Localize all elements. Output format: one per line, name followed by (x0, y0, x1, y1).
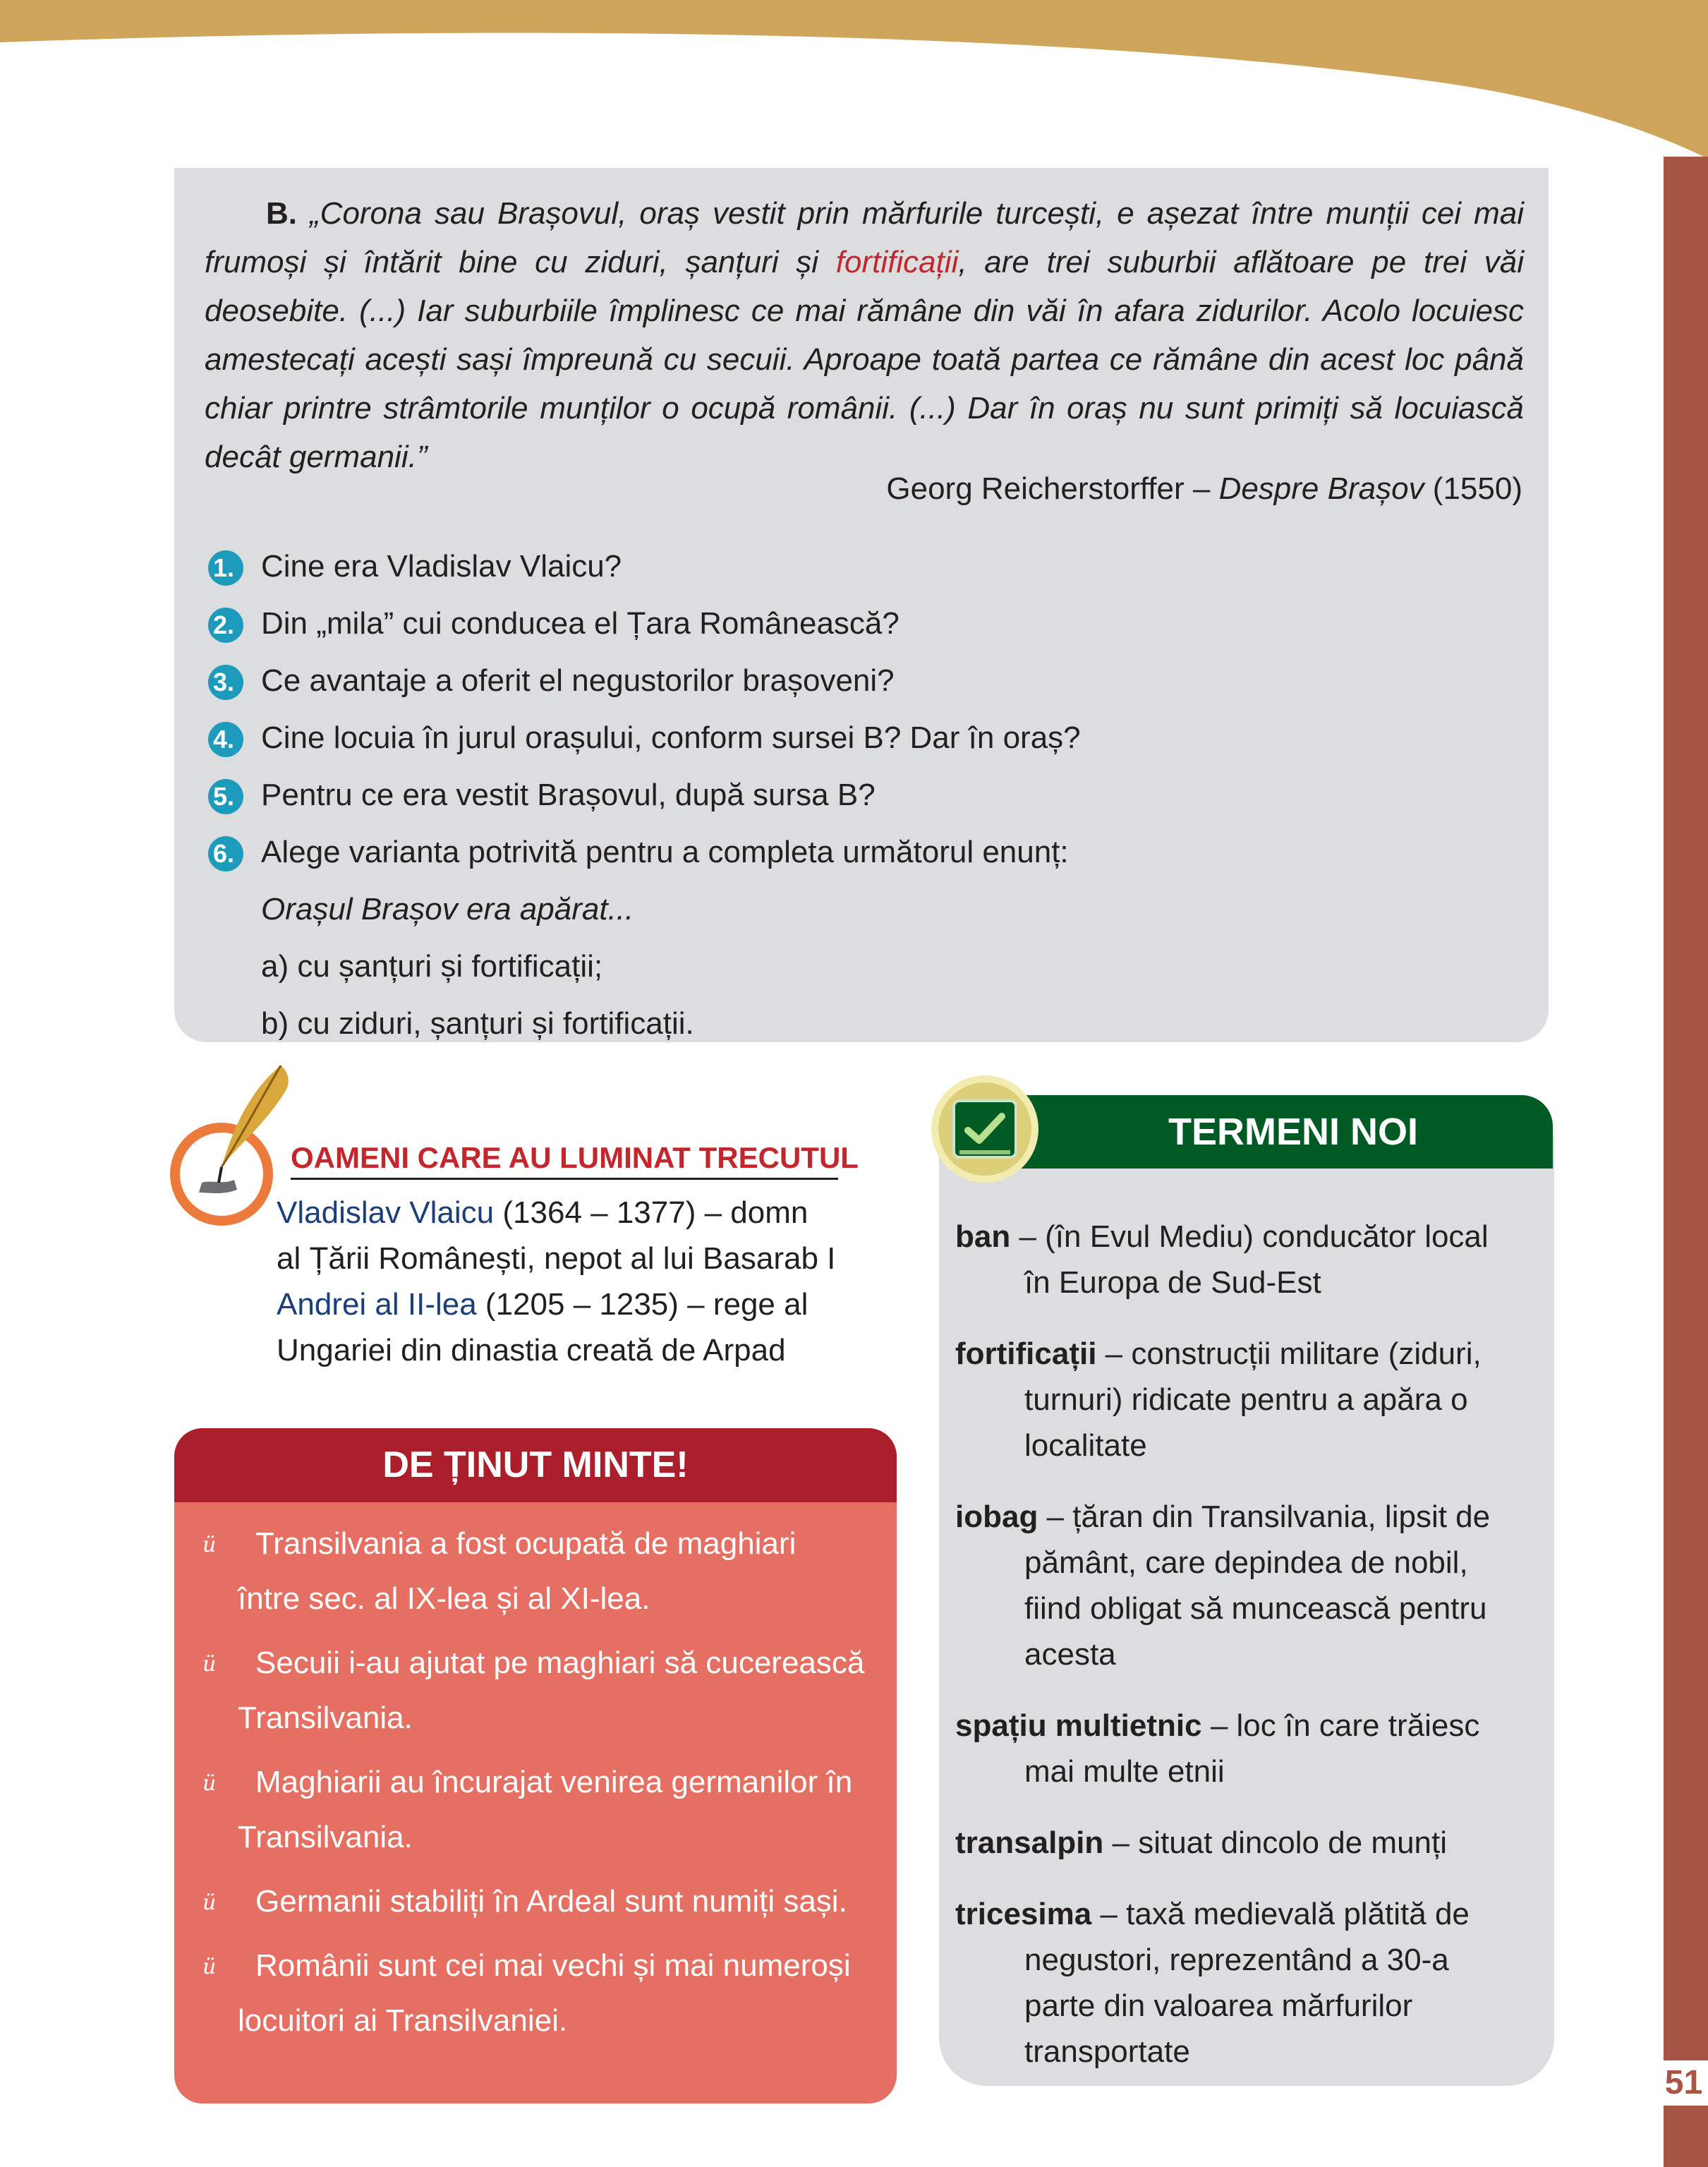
termeni-noi-title: TERMENI NOI (1168, 1111, 1419, 1153)
question-item (208, 766, 1527, 823)
question-item (208, 652, 1527, 709)
list-item: ü Românii sunt cei mai vechi și mai numeroși locuitori ai Transilvaniei. (202, 1948, 851, 2038)
source-text-part1: „Corona sau Brașovul, oraș vestit prin mărfurile turcești, e așezat între munții cei mai frumoși și întărit bine cu ziduri, șanțuri și (205, 196, 1524, 279)
list-item: ü Maghiarii au încurajat venirea germanilor în Transilvania. (202, 1765, 853, 1854)
person-entry-line2: al Țării Românești, nepot al lui Basarab I (277, 1241, 836, 1276)
source-highlight-term: fortificații (835, 245, 959, 279)
glossary-term: spațiu multietnic (955, 1708, 1202, 1743)
source-work-title: Despre Brașov (1218, 471, 1424, 506)
person-name: Vladislav Vlaicu (277, 1195, 495, 1230)
source-attribution (886, 464, 1522, 513)
question-number-badge: 2. (208, 608, 243, 643)
question-number-badge: 5. (208, 779, 243, 814)
check-bullet-icon: ü (202, 1890, 217, 1915)
check-bullet-icon: ü (202, 1955, 217, 1979)
de-tinut-minte-title: DE ȚINUT MINTE! (174, 1428, 897, 1502)
glossary-term: fortificații (955, 1336, 1097, 1371)
question-6-option-b: b) cu ziduri, șanțuri și fortificații. (261, 1006, 694, 1041)
right-margin-bar (1664, 157, 1708, 2167)
question-number-badge: 1. (208, 550, 243, 586)
glossary-entry: spațiu multietnic – loc în care trăiesc mai multe etnii (955, 1708, 1480, 1789)
question-text: Alege varianta potrivită pentru a completa următorul enunț: (261, 835, 1069, 869)
question-6-option-a: a) cu șanțuri și fortificații; (261, 949, 603, 984)
list-item: ü Transilvania a fost ocupată de maghiari între sec. al IX-lea și al XI-lea. (202, 1526, 797, 1616)
glossary-term: ban (955, 1219, 1011, 1254)
de-tinut-minte-box (174, 1428, 897, 2103)
top-decorative-band (0, 0, 1708, 169)
question-text: Cine locuia în jurul orașului, conform sursei B? Dar în oraș? (261, 720, 1081, 755)
de-tinut-minte-list (202, 1516, 880, 2058)
question-text: Cine era Vladislav Vlaicu? (261, 549, 622, 584)
question-number-badge: 6. (208, 836, 243, 871)
question-6-prompt: Orașul Brașov era apărat... (261, 892, 634, 926)
oameni-section-body (277, 1190, 848, 1373)
source-quote (205, 189, 1524, 481)
question-item (208, 595, 1527, 652)
glossary-term: tricesima (955, 1897, 1092, 1931)
question-item (208, 709, 1527, 766)
source-year: (1550) (1424, 471, 1522, 506)
person-entry-line2: Ungariei din dinastia creată de Arpad (277, 1333, 786, 1368)
termeni-noi-header (993, 1095, 1553, 1169)
glossary-entry: transalpin – situat dincolo de munți (955, 1825, 1448, 1860)
oameni-section-title: OAMENI CARE AU LUMINAT TRECUTUL (291, 1138, 838, 1180)
person-entry: Andrei al II-lea (1205 – 1235) – rege al (277, 1287, 808, 1322)
question-text: Din „mila” cui conducea el Țara Românească? (261, 606, 900, 641)
source-box (174, 168, 1549, 1042)
question-text: Ce avantaje a oferit el negustorilor brașoveni? (261, 663, 895, 698)
check-bullet-icon: ü (202, 1771, 217, 1796)
list-item: ü Secuii i-au ajutat pe maghiari să cucerească Transilvania. (202, 1646, 865, 1735)
person-name: Andrei al II-lea (277, 1287, 477, 1322)
glossary-entry: iobag – țăran din Transilvania, lipsit de pământ, care depindea de nobil, fiind obligat să muncească pentru acesta (955, 1499, 1491, 1672)
glossary-term: transalpin (955, 1825, 1104, 1860)
list-item: ü Germanii stabiliți în Ardeal sunt numiți sași. (202, 1884, 847, 1919)
glossary-term: iobag (955, 1499, 1038, 1534)
glossary-entry: fortificații – construcții militare (ziduri, turnuri) ridicate pentru a apăra o localitate (955, 1336, 1482, 1463)
source-author: Georg Reicherstorffer – (886, 471, 1219, 506)
questions-list (208, 538, 1527, 1052)
question-text: Pentru ce era vestit Brașovul, după sursa B? (261, 778, 876, 812)
check-bullet-icon: ü (202, 1533, 217, 1557)
source-label: B. (266, 196, 297, 231)
person-entry: Vladislav Vlaicu (1364 – 1377) – domn (277, 1195, 808, 1230)
termeni-noi-list (955, 1214, 1534, 2100)
question-item (208, 538, 1527, 595)
check-bullet-icon: ü (202, 1652, 217, 1677)
question-number-badge: 4. (208, 722, 243, 757)
source-text-part2: , are trei suburbii aflătoare pe trei văi deosebite. (...) Iar suburbiile împlinesc ce mai rămâne din văi în afara zidurilor. Acolo locuiesc amestecați acești sași împreună cu secuii. Aproape toată partea ce rămâne din acest loc până chiar printre strâmtorile munților o ocupă românii. (...) Dar în oraș nu sunt primiți să locuiască decât germanii.” (205, 245, 1524, 474)
question-item (208, 823, 1527, 881)
checklist-icon (928, 1073, 1041, 1185)
glossary-entry: tricesima – taxă medievală plătită de negustori, reprezentând a 30-a parte din valoarea mărfurilor transportate (955, 1897, 1470, 2069)
question-number-badge: 3. (208, 665, 243, 700)
glossary-entry: ban – (în Evul Mediu) conducător local în Europa de Sud-Est (955, 1219, 1489, 1300)
page-number: 51 (1659, 2060, 1708, 2106)
quill-feather-icon (166, 1061, 295, 1231)
